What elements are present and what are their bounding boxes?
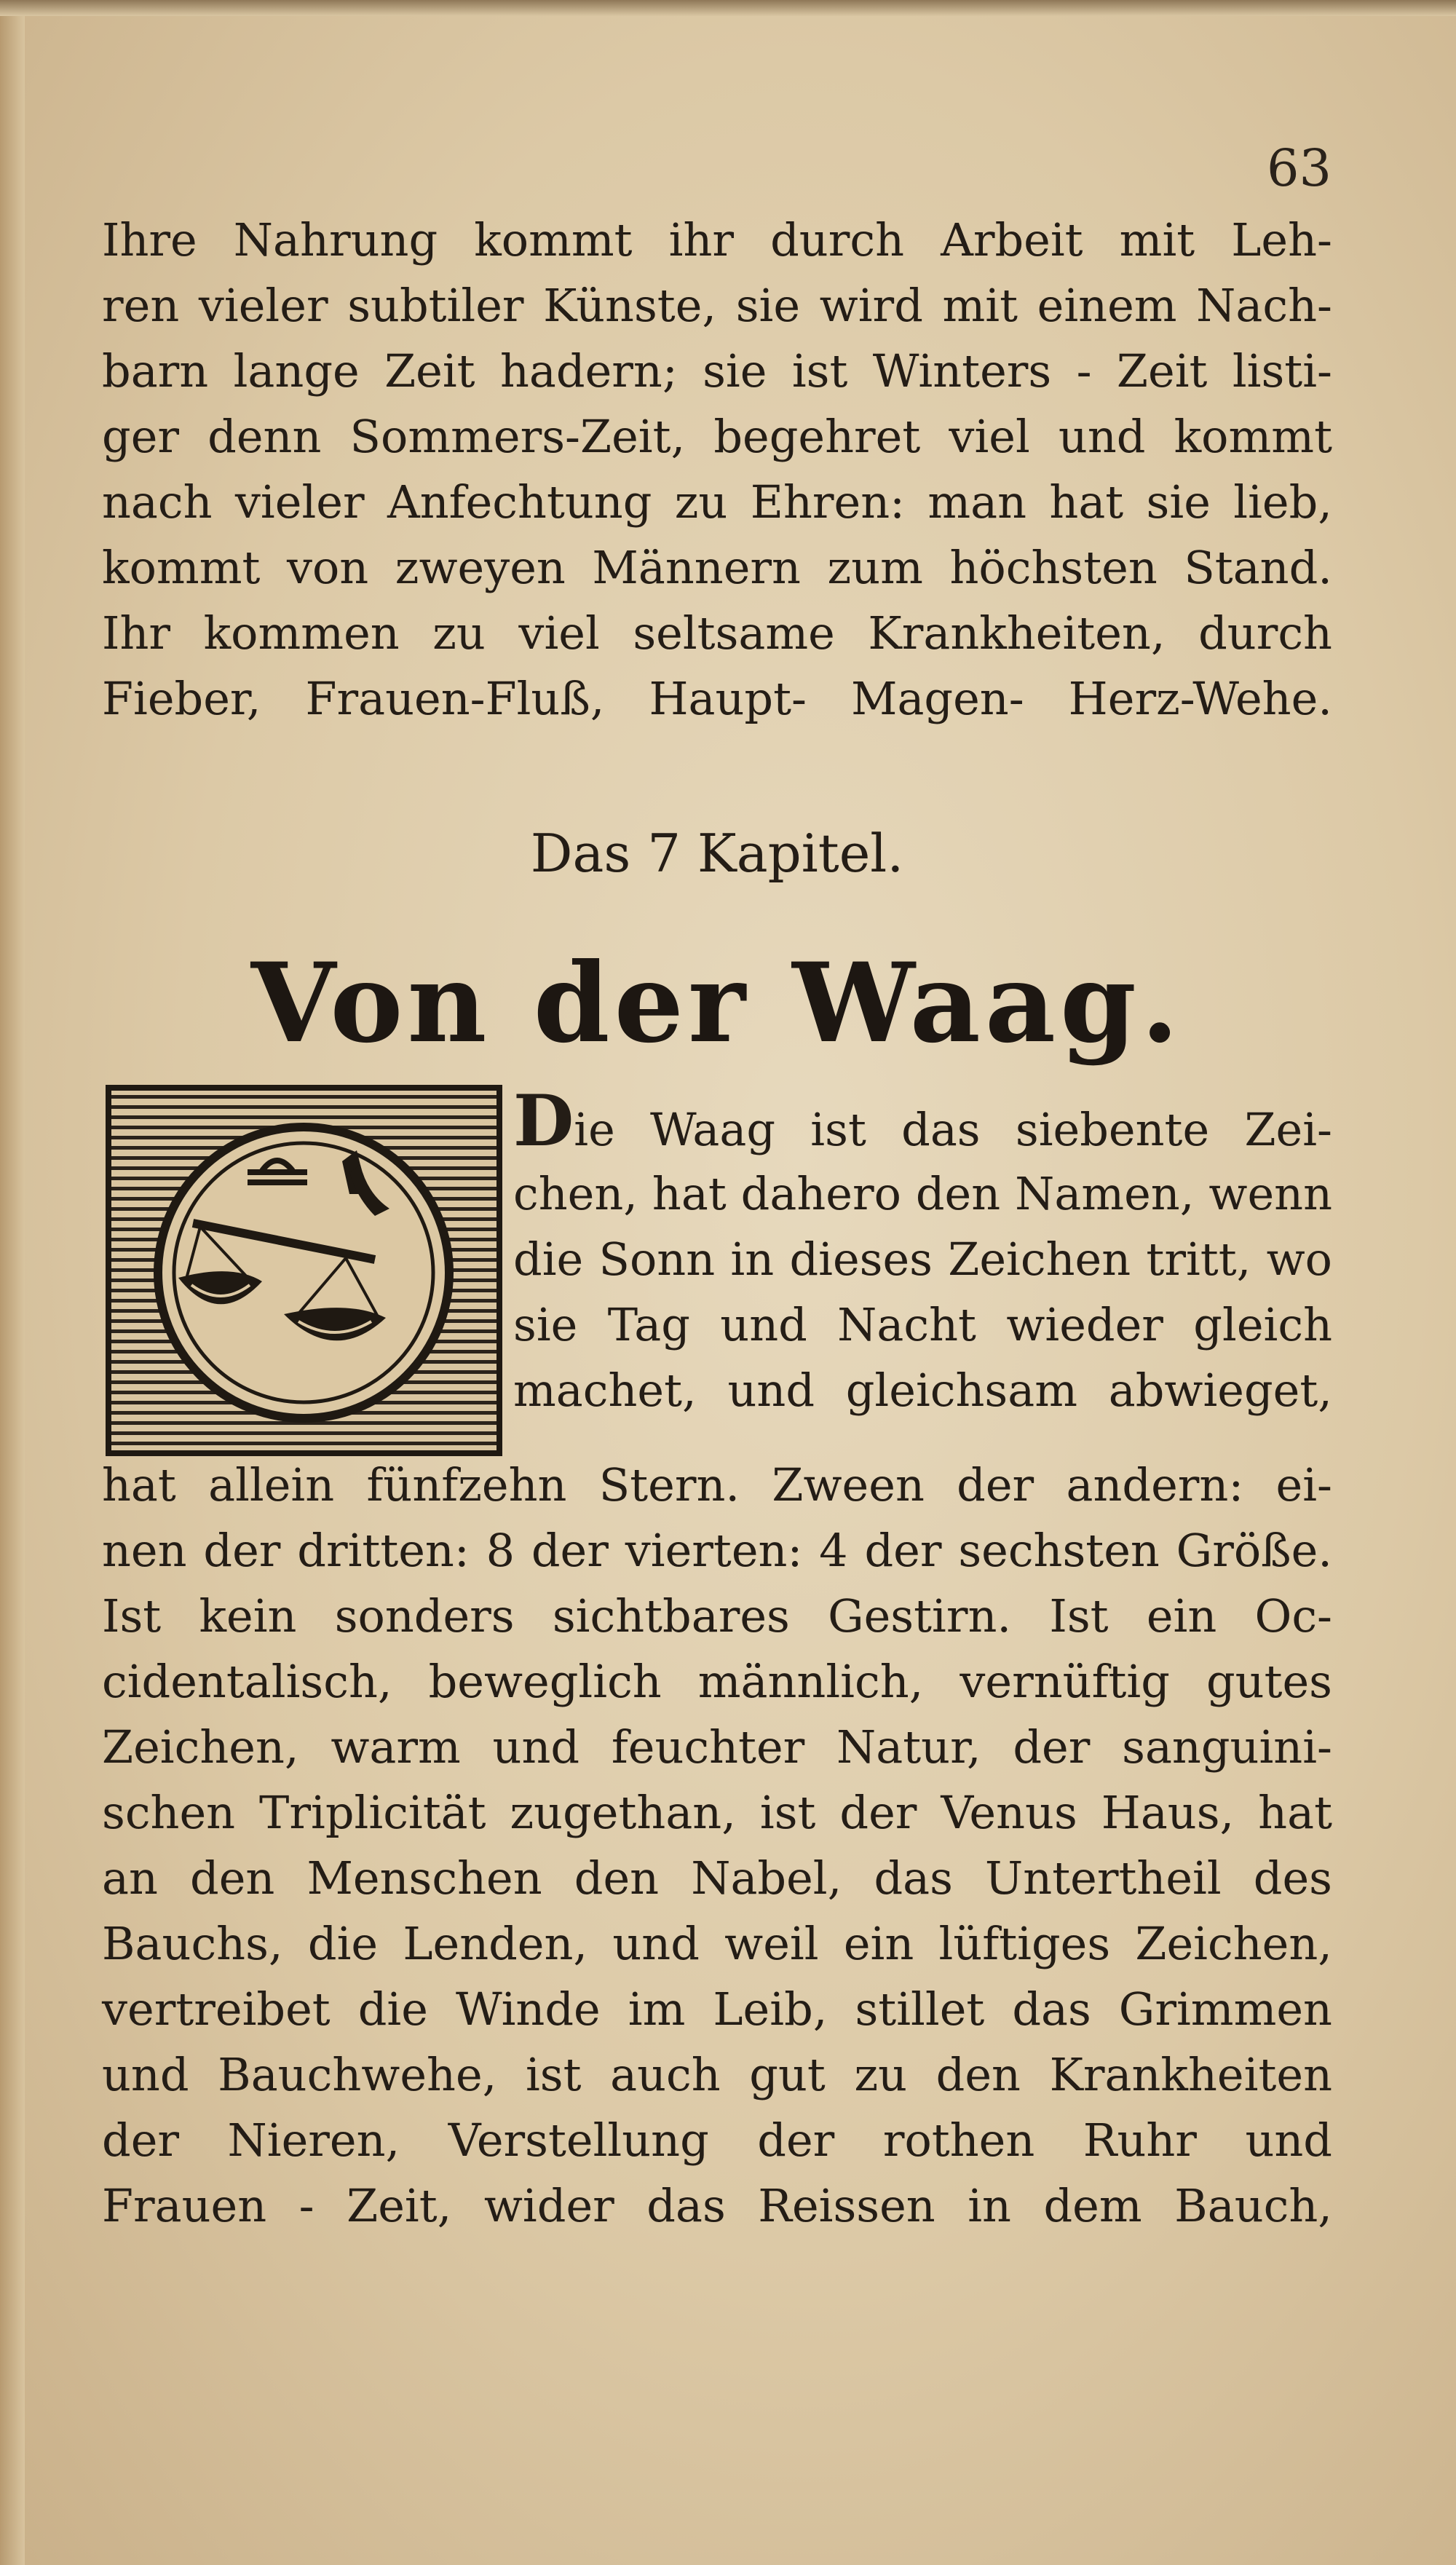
text-line: chen, hat dahero den Namen, wenn bbox=[513, 1167, 1332, 1220]
text-line: schen Triplicität zugethan, ist der Venus Haus, hat bbox=[102, 1786, 1332, 1839]
text-line: an den Menschen den Nabel, das Untertheil des bbox=[102, 1851, 1332, 1905]
text-line: nach vieler Anfechtung zu Ehren: man hat sie lieb, bbox=[102, 475, 1332, 529]
page-gutter bbox=[0, 0, 25, 2565]
text-line: kommt von zweyen Männern zum höchsten Stand. bbox=[102, 541, 1332, 594]
text-line: und Bauchwehe, ist auch gut zu den Krankheiten bbox=[102, 2048, 1332, 2101]
chapter-opening-paragraph bbox=[513, 1080, 1332, 1423]
chapter-number: Das 7 Kapitel. bbox=[530, 823, 904, 884]
text-line: der Nieren, Verstellung der rothen Ruhr und bbox=[102, 2114, 1332, 2167]
text-line: die Sonn in dieses Zeichen tritt, wo bbox=[513, 1233, 1332, 1286]
chapter-body-paragraph bbox=[102, 1453, 1332, 2239]
intro-paragraph bbox=[102, 208, 1332, 732]
text-line: nen der dritten: 8 der vierten: 4 der sechsten Größe. bbox=[102, 1524, 1332, 1577]
text-line: Frauen - Zeit, wider das Reissen in dem Bauch, bbox=[102, 2179, 1332, 2232]
page-top-edge bbox=[0, 0, 1456, 16]
text-line-with-initial bbox=[513, 1080, 1332, 1162]
text-line: ren vieler subtiler Künste, sie wird mit einem Nach- bbox=[102, 279, 1332, 332]
chapter-title: Von der Waag. bbox=[250, 939, 1184, 1067]
libra-woodcut-illustration bbox=[106, 1085, 502, 1456]
drop-cap-initial: D bbox=[513, 1080, 574, 1162]
text-line: Bauchs, die Lenden, und weil ein lüftiges Zeichen, bbox=[102, 1917, 1332, 1970]
text-line: sie Tag und Nacht wieder gleich bbox=[513, 1298, 1332, 1351]
text-line: barn lange Zeit hadern; sie ist Winters - Zeit listi- bbox=[102, 344, 1332, 398]
libra-scales-icon bbox=[106, 1085, 502, 1456]
text-line: Ihre Nahrung kommt ihr durch Arbeit mit Leh- bbox=[102, 213, 1332, 266]
text-line: Zeichen, warm und feuchter Natur, der sanguini- bbox=[102, 1720, 1332, 1774]
text-line: vertreibet die Winde im Leib, stillet das Grimmen bbox=[102, 1983, 1332, 2036]
text-line: Ist kein sonders sichtbares Gestirn. Ist ein Oc- bbox=[102, 1589, 1332, 1643]
text-line: ie Waag ist das siebente Zei- bbox=[574, 1103, 1332, 1156]
text-line: Fieber, Frauen-Fluß, Haupt- Magen- Herz-Wehe. bbox=[102, 672, 1332, 725]
text-line: machet, und gleichsam abwieget, bbox=[513, 1364, 1332, 1417]
text-line: cidentalisch, beweglich männlich, vernüftig gutes bbox=[102, 1655, 1332, 1708]
text-line: hat allein fünfzehn Stern. Zween der andern: ei- bbox=[102, 1458, 1332, 1511]
text-line: ger denn Sommers-Zeit, begehret viel und kommt bbox=[102, 410, 1332, 463]
text-line: Ihr kommen zu viel seltsame Krankheiten, durch bbox=[102, 606, 1332, 660]
page-number: 63 bbox=[1267, 138, 1332, 198]
